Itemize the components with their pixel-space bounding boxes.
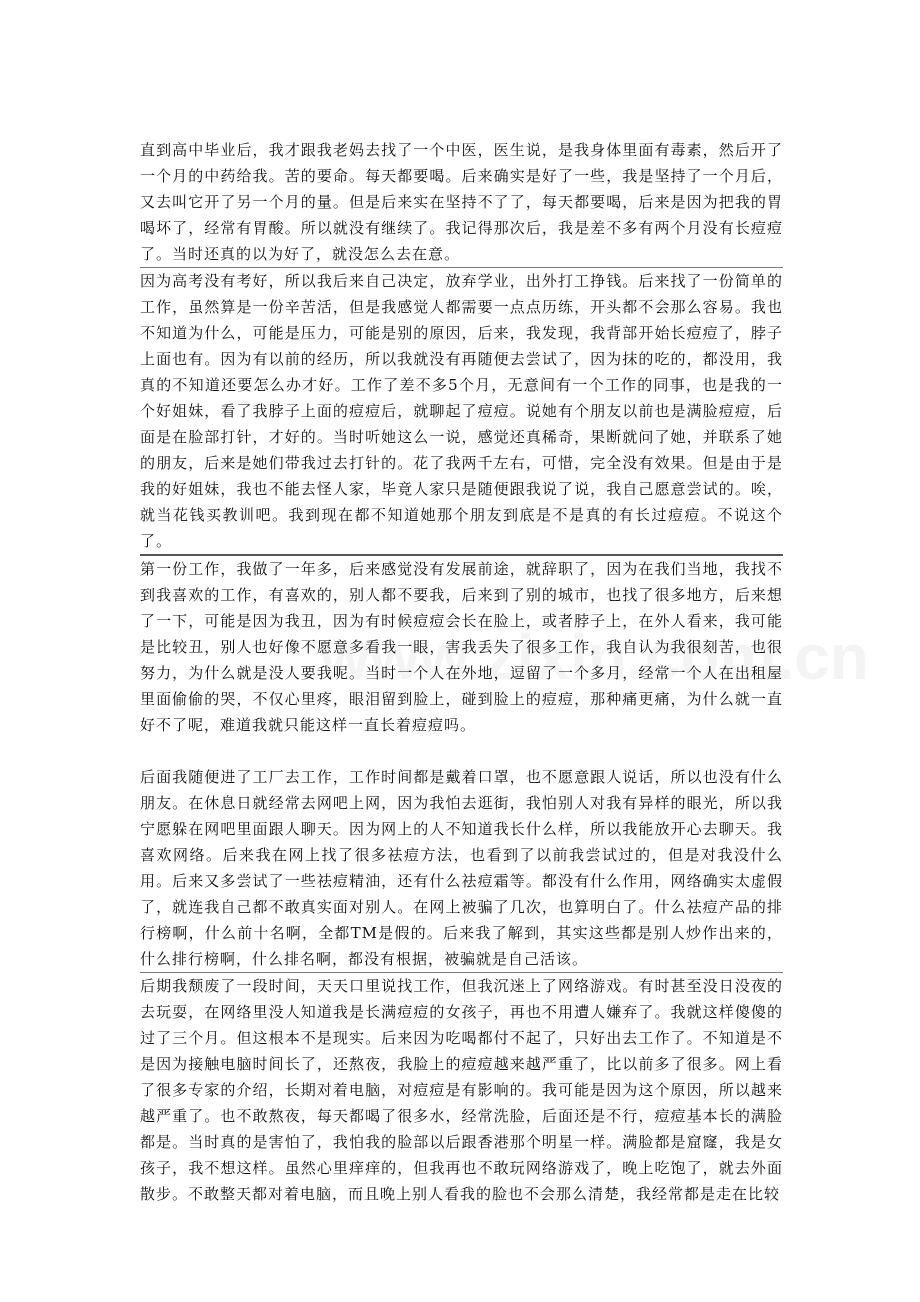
paragraph-2: 因为高考没有考好，所以我后来自己决定，放弃学业，出外打工挣钱。后来找了一份简单的工作，虽然算是一份辛苦活，但是我感觉人都需要一点点历练，开头都不会那么容易。我也不知道为什么，可能是压力，可能是别的原因，后来，我发现，我背部开始长痘痘了，脖子上面也有。因为有以前的经历，所以我就没有再随便去尝试了，因为抹的吃的，都没用，我真的不知道还要怎么办才好。工作了差不多5个月，无意间有一个工作的同事，也是我的一个好姐妹，看了我脖子上面的痘痘后，就聊起了痘痘。说她有个朋友以前也是满脸痘痘，后面是在脸部打针，才好的。当时听她这么一说，感觉还真稀奇，果断就问了她，并联系了她的朋友，后来是她们带我过去打针的。花了我两千左右，可惜，完全没有效果。但是由于是我的好姐妹，我也不能去怪人家，毕竟人家只是随便跟我说了说，我自己愿意尝试的。唉，就当花钱买教训吧。我到现在都不知道她那个朋友到底是不是真的有长过痘痘。不说这个了。 — [140, 268, 783, 556]
document-page — [140, 137, 783, 1207]
paragraph-1: 直到高中毕业后，我才跟我老妈去找了一个中医，医生说，是我身体里面有毒素，然后开了一个月的中药给我。苦的要命。每天都要喝。后来确实是好了一些，我是坚持了一个月后，又去叫它开了另一个月的量。但是后来实在坚持不了了，每天都要喝，后来是因为把我的胃喝坏了，经常有胃酸。所以就没有继续了。我记得那次后，我是差不多有两个月没有长痘痘了。当时还真的以为好了，就没怎么去在意。 — [140, 137, 783, 268]
paragraph-4: 后面我随便进了工厂去工作，工作时间都是戴着口罩，也不愿意跟人说话，所以也没有什么朋友。在休息日就经常去网吧上网，因为我怕去逛街，我怕别人对我有异样的眼光，所以我宁愿躲在网吧里面跟人聊天。因为网上的人不知道我长什么样，所以我能放开心去聊天。我喜欢网络。后来我在网上找了很多祛痘方法，也看到了以前我尝试过的，但是对我没什么用。后来又多尝试了一些祛痘精油，还有什么祛痘霜等。都没有什么作用，网络确实太虚假了，就连我自己都不敢真实面对别人。在网上被骗了几次，也算明白了。什么祛痘产品的排行榜啊，什么前十名啊，全都TM是假的。后来我了解到，其实这些都是别人炒作出来的，什么排行榜啊，什么排名啊，都没有根据，被骗就是自己活该。 — [140, 764, 783, 973]
paragraph-3: 第一份工作，我做了一年多，后来感觉没有发展前途，就辞职了，因为在我们当地，我找不到我喜欢的工作，有喜欢的，别人都不要我，后来到了别的城市，也找了很多地方，后来想了一下，可能是因为我丑，因为有时候痘痘会长在脸上，或者脖子上，在外人看来，我可能是比较丑，别人也好像不愿意多看我一眼，害我丢失了很多工作，我自认为我很刻苦，也很努力，为什么就是没人要我呢。当时一个人在外地，逗留了一个多月，经常一个人在出租屋里面偷偷的哭，不仅心里疼，眼泪留到脸上，碰到脸上的痘痘，那种痛更痛，为什么就一直好不了呢，难道我就只能这样一直长着痘痘吗。 — [140, 560, 783, 734]
paragraph-gap — [140, 738, 783, 764]
paragraph-5: 后期我颓废了一段时间，天天口里说找工作，但我沉迷上了网络游戏。有时甚至没日没夜的去玩耍，在网络里没人知道我是长满痘痘的女孩子，再也不用遭人嫌弃了。我就这样傻傻的过了三个月。但这根本不是现实。后来因为吃喝都付不起了，只好出去工作了。不知道是不是因为接触电脑时间长了，还熬夜，我脸上的痘痘越来越严重了，比以前多了很多。网上看了很多专家的介绍，长期对着电脑，对痘痘是有影响的。我可能是因为这个原因，所以越来越严重了。也不敢熬夜，每天都喝了很多水，经常洗脸，后面还是不行，痘痘基本长的满脸都是。当时真的是害怕了，我怕我的脸部以后跟香港那个明星一样。满脸都是窟窿，我是女孩子，我不想这样。虽然心里痒痒的，但我再也不敢玩网络游戏了，晚上吃饱了，就去外面散步。不敢整天都对着电脑，而且晚上别人看我的脸也不会那么清楚，我经常都是走在比较 — [140, 977, 783, 1203]
